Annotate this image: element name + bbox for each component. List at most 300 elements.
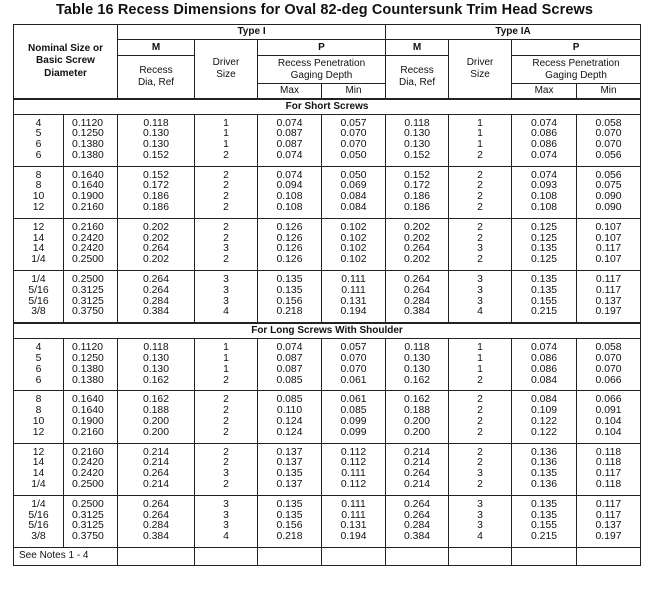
cell-value: 0.070 [595,363,622,375]
cell-value: 0.264 [404,509,431,521]
cell-value: 3 [223,468,229,480]
cell-value: 3 [223,274,229,286]
table-cell [449,339,512,391]
table-cell [577,495,641,547]
cell-value: 0.3750 [72,306,104,318]
table-cell [195,114,258,166]
cell-value: 0.137 [276,446,303,458]
row-group [14,443,641,495]
cell-value: 0.136 [531,457,558,469]
table-cell [118,166,195,218]
row-group [14,339,641,391]
cell-value: 5/16 [28,295,49,307]
cell-value: 14 [32,232,45,244]
row-group [14,391,641,443]
cell-value: 0.118 [595,457,622,469]
type-ia-max-header: Max [512,84,577,99]
cell-value: 0.162 [142,374,169,386]
table-cell [118,443,195,495]
cell-value: 0.070 [595,353,622,365]
cell-value: 1 [223,353,229,365]
table-row-group [14,443,641,495]
table-cell [322,495,386,547]
empty-cell [512,548,577,566]
table-cell [64,443,118,495]
cell-value: 0.202 [404,232,431,244]
table-cell [577,166,641,218]
cell-value: 0.152 [404,149,431,161]
cell-value: 0.215 [531,531,558,543]
cell-value: 2 [477,191,483,203]
cell-value: 0.135 [276,498,303,510]
table-cell [449,271,512,324]
table-header [14,25,641,99]
table-cell [512,495,577,547]
cell-value: 0.155 [531,520,558,532]
cell-value: 8 [35,169,42,181]
cell-value: 0.074 [531,117,558,129]
type-i-header: Type I [118,25,386,40]
table-cell [512,271,577,324]
cell-value: 0.152 [142,149,169,161]
table-cell [322,443,386,495]
cell-value: 6 [35,149,42,161]
cell-value: 3 [477,295,483,307]
table-cell [64,271,118,324]
cell-value: 0.117 [595,498,622,510]
cell-value: 0.264 [404,498,431,510]
cell-value: 0.1250 [72,353,104,365]
cell-value: 5/16 [28,284,49,296]
cell-value: 0.074 [531,169,558,181]
cell-value: 0.186 [404,202,431,214]
cell-value: 1 [223,363,229,375]
table-cell [386,166,449,218]
table-row-group [14,218,641,270]
cell-value: 10 [32,416,45,428]
cell-value: 5 [35,353,42,365]
row-group [14,218,641,270]
cell-value: 1 [477,128,483,140]
cell-value: 3 [477,468,483,480]
empty-cell [195,548,258,566]
table-cell [577,271,641,324]
cell-value: 0.069 [340,180,367,192]
cell-value: 2 [223,202,229,214]
cell-value: 0.117 [595,284,622,296]
cell-value: 0.2420 [72,232,104,244]
cell-value: 0.107 [595,254,622,266]
cell-value: 2 [223,394,229,406]
table-cell [195,391,258,443]
cell-value: 3 [477,498,483,510]
cell-value: 0.090 [595,202,622,214]
cell-value: 0.130 [142,353,169,365]
notes-section [14,548,641,566]
cell-value: 6 [35,374,42,386]
section-label: For Short Screws [14,99,641,115]
table-cell [449,114,512,166]
cell-value: 0.118 [143,342,169,354]
cell-value: 2 [223,191,229,203]
table-cell [258,339,322,391]
cell-value: 0.137 [276,479,303,491]
cell-value: 0.112 [340,457,367,469]
table-cell [512,218,577,270]
cell-value: 0.130 [142,139,169,151]
cell-value: 0.117 [595,274,622,286]
cell-value: 12 [32,221,45,233]
cell-value: 0.111 [341,498,366,510]
cell-value: 2 [223,169,229,181]
table-row-group [14,114,641,166]
cell-value: 0.099 [340,426,367,438]
table-cell [322,271,386,324]
table-cell [386,114,449,166]
cell-value: 0.085 [276,374,303,386]
cell-value: 0.131 [340,295,367,307]
cell-value: 0.2160 [72,221,104,233]
cell-value: 5 [35,128,42,140]
cell-value: 0.118 [143,117,169,129]
cell-value: 2 [477,149,483,161]
cell-value: 0.104 [595,416,622,428]
cell-value: 0.162 [404,374,431,386]
cell-value: 0.084 [340,202,367,214]
cell-value: 2 [223,405,229,417]
cell-value: 4 [223,531,229,543]
cell-value: 0.108 [531,191,558,203]
cell-value: 0.200 [404,416,431,428]
cell-value: 0.086 [531,128,558,140]
cell-value: 0.135 [276,468,303,480]
table-cell [449,166,512,218]
cell-value: 0.066 [595,394,622,406]
cell-value: 0.086 [531,363,558,375]
cell-value: 0.122 [531,416,558,428]
cell-value: 2 [477,457,483,469]
type-i-penetration-header [258,56,386,84]
type-i-min-header: Min [322,84,386,99]
cell-value: 0.087 [276,363,303,375]
cell-value: 0.200 [404,426,431,438]
table-cell [577,339,641,391]
cell-value: 4 [35,342,42,354]
table-row-group [14,271,641,324]
nominal-size-label: Nominal Size or Basic Screw Diameter [27,42,103,79]
cell-value: 0.200 [142,426,169,438]
type-i-p-header: P [258,40,386,56]
cell-value: 0.135 [276,274,303,286]
cell-value: 0.102 [340,232,367,244]
cell-value: 0.061 [340,394,367,406]
cell-value: 4 [477,306,483,318]
cell-value: 0.094 [276,180,303,192]
cell-value: 0.125 [531,221,558,233]
cell-value: 0.384 [404,531,431,543]
table-cell [386,218,449,270]
cell-value: 0.135 [276,284,303,296]
cell-value: 0.135 [531,274,558,286]
cell-value: 0.075 [595,180,622,192]
cell-value: 0.2420 [72,457,104,469]
row-group [14,166,641,218]
table-cell [512,443,577,495]
cell-value: 0.264 [404,468,431,480]
cell-value: 0.137 [276,457,303,469]
cell-value: 6 [35,139,42,151]
cell-value: 0.117 [595,243,622,255]
cell-value: 12 [32,426,45,438]
cell-value: 0.3125 [72,520,104,532]
type-ia-min-header: Min [577,84,641,99]
table-cell [322,166,386,218]
cell-value: 0.186 [142,191,169,203]
cell-value: 0.284 [142,295,169,307]
table-title: Table 16 Recess Dimensions for Oval 82-deg Countersunk Trim Head Screws [55,2,594,18]
table-cell [14,166,64,218]
cell-value: 0.214 [404,479,431,491]
cell-value: 0.070 [340,353,367,365]
table-cell [14,495,64,547]
table-cell [64,391,118,443]
table-cell [577,218,641,270]
table-cell [195,166,258,218]
cell-value: 0.156 [276,520,303,532]
table-cell [258,391,322,443]
cell-value: 5/16 [28,509,49,521]
cell-value: 0.084 [340,191,367,203]
table-container [13,24,640,566]
cell-value: 3 [223,509,229,521]
cell-value: 5/16 [28,520,49,532]
cell-value: 0.3125 [72,284,104,296]
section-header [14,99,641,115]
cell-value: 3 [477,520,483,532]
cell-value: 2 [477,426,483,438]
table-cell [322,391,386,443]
cell-value: 1 [223,139,229,151]
cell-value: 2 [477,405,483,417]
cell-value: 0.2160 [72,446,104,458]
cell-value: 6 [35,363,42,375]
cell-value: 0.200 [142,416,169,428]
table-cell [258,114,322,166]
row-group [14,495,641,547]
cell-value: 2 [223,426,229,438]
cell-value: 3 [223,295,229,307]
table-cell [64,339,118,391]
cell-value: 0.264 [142,284,169,296]
table-cell [258,271,322,324]
cell-value: 0.3750 [72,531,104,543]
cell-value: 0.188 [142,405,169,417]
cell-value: 0.152 [142,169,169,181]
cell-value: 0.264 [404,243,431,255]
cell-value: 0.070 [340,128,367,140]
cell-value: 0.110 [276,405,303,417]
cell-value: 14 [32,457,45,469]
cell-value: 0.162 [404,394,431,406]
cell-value: 0.1640 [72,169,104,181]
cell-value: 1 [477,139,483,151]
nominal-size-header [14,25,118,99]
table-cell [14,391,64,443]
cell-value: 12 [32,202,45,214]
cell-value: 1 [477,353,483,365]
cell-value: 1/4 [31,254,46,266]
cell-value: 2 [477,180,483,192]
table-cell [512,339,577,391]
cell-value: 0.2420 [72,468,104,480]
table-cell [118,114,195,166]
cell-value: 0.126 [276,232,303,244]
cell-value: 1 [477,342,483,354]
cell-value: 0.070 [595,128,622,140]
cell-value: 0.074 [531,149,558,161]
table-cell [449,443,512,495]
cell-value: 0.135 [531,509,558,521]
table-cell [195,218,258,270]
cell-value: 0.1380 [72,139,104,151]
cell-value: 2 [223,221,229,233]
cell-value: 2 [223,180,229,192]
cell-value: 0.074 [276,169,303,181]
cell-value: 0.1640 [72,394,104,406]
cell-value: 1/4 [31,498,46,510]
cell-value: 0.214 [142,479,169,491]
cell-value: 0.137 [595,520,622,532]
table-cell [512,391,577,443]
cell-value: 0.102 [340,254,367,266]
table-cell [386,391,449,443]
type-ia-header: Type IA [386,25,641,40]
cell-value: 1 [477,117,483,129]
cell-value: 0.264 [404,274,431,286]
cell-value: 0.1380 [72,149,104,161]
cell-value: 1 [223,342,229,354]
cell-value: 0.172 [142,180,169,192]
cell-value: 0.2500 [72,479,104,491]
table-cell [14,218,64,270]
cell-value: 0.086 [531,353,558,365]
table-cell [322,218,386,270]
cell-value: 0.2160 [72,202,104,214]
cell-value: 0.074 [531,342,558,354]
table-cell [195,271,258,324]
table-cell [118,339,195,391]
cell-value: 2 [223,254,229,266]
table-cell [118,271,195,324]
table-cell [195,443,258,495]
section-label: For Long Screws With Shoulder [14,323,641,339]
cell-value: 3 [223,520,229,532]
cell-value: 1 [477,363,483,375]
cell-value: 0.384 [142,306,169,318]
recess-dia-label: Recess Dia, Ref [137,64,175,88]
table-cell [449,218,512,270]
section-header [14,323,641,339]
cell-value: 2 [477,416,483,428]
cell-value: 12 [32,446,45,458]
cell-value: 0.2500 [72,498,104,510]
cell-value: 0.118 [595,446,622,458]
cell-value: 0.058 [595,342,622,354]
empty-cell [449,548,512,566]
cell-value: 0.202 [142,221,169,233]
cell-value: 2 [223,374,229,386]
cell-value: 0.125 [531,232,558,244]
type-ia-p-header: P [512,40,641,56]
cell-value: 0.117 [595,468,622,480]
cell-value: 3/8 [31,531,46,543]
cell-value: 3 [477,274,483,286]
type-i-m-header: M [118,40,195,56]
cell-value: 0.118 [404,117,430,129]
table-cell [118,391,195,443]
cell-value: 0.188 [404,405,431,417]
cell-value: 0.107 [595,232,622,244]
cell-value: 0.126 [276,221,303,233]
cell-value: 0.112 [340,479,367,491]
cell-value: 0.066 [595,374,622,386]
cell-value: 0.086 [531,139,558,151]
cell-value: 3 [477,509,483,521]
cell-value: 14 [32,243,45,255]
cell-value: 0.130 [404,353,431,365]
cell-value: 0.108 [276,191,303,203]
cell-value: 0.1900 [72,191,104,203]
cell-value: 0.070 [340,139,367,151]
cell-value: 0.074 [276,117,303,129]
cell-value: 0.074 [276,149,303,161]
empty-cell [577,548,641,566]
cell-value: 0.1900 [72,416,104,428]
empty-cell [118,548,195,566]
type-i-max-header: Max [258,84,322,99]
notes-text: See Notes 1 - 4 [14,548,118,566]
cell-value: 2 [477,374,483,386]
cell-value: 0.070 [340,363,367,375]
cell-value: 1/4 [31,274,46,286]
row-group [14,114,641,166]
cell-value: 0.1120 [72,342,104,354]
cell-value: 3 [477,284,483,296]
cell-value: 0.124 [276,416,303,428]
cell-value: 0.118 [404,342,430,354]
cell-value: 0.126 [276,254,303,266]
table-cell [577,443,641,495]
cell-value: 2 [477,202,483,214]
cell-value: 0.214 [142,446,169,458]
cell-value: 2 [477,394,483,406]
type-ia-m-header: M [386,40,449,56]
cell-value: 1 [223,117,229,129]
cell-value: 0.137 [595,295,622,307]
table-cell [386,339,449,391]
table-cell [64,166,118,218]
cell-value: 10 [32,191,45,203]
table-cell [322,114,386,166]
cell-value: 0.111 [341,468,366,480]
cell-value: 0.108 [531,202,558,214]
cell-value: 0.057 [340,117,367,129]
cell-value: 3 [477,243,483,255]
table-cell [512,166,577,218]
driver-size-label: Driver Size [466,56,494,80]
cell-value: 0.108 [276,202,303,214]
cell-value: 4 [477,531,483,543]
